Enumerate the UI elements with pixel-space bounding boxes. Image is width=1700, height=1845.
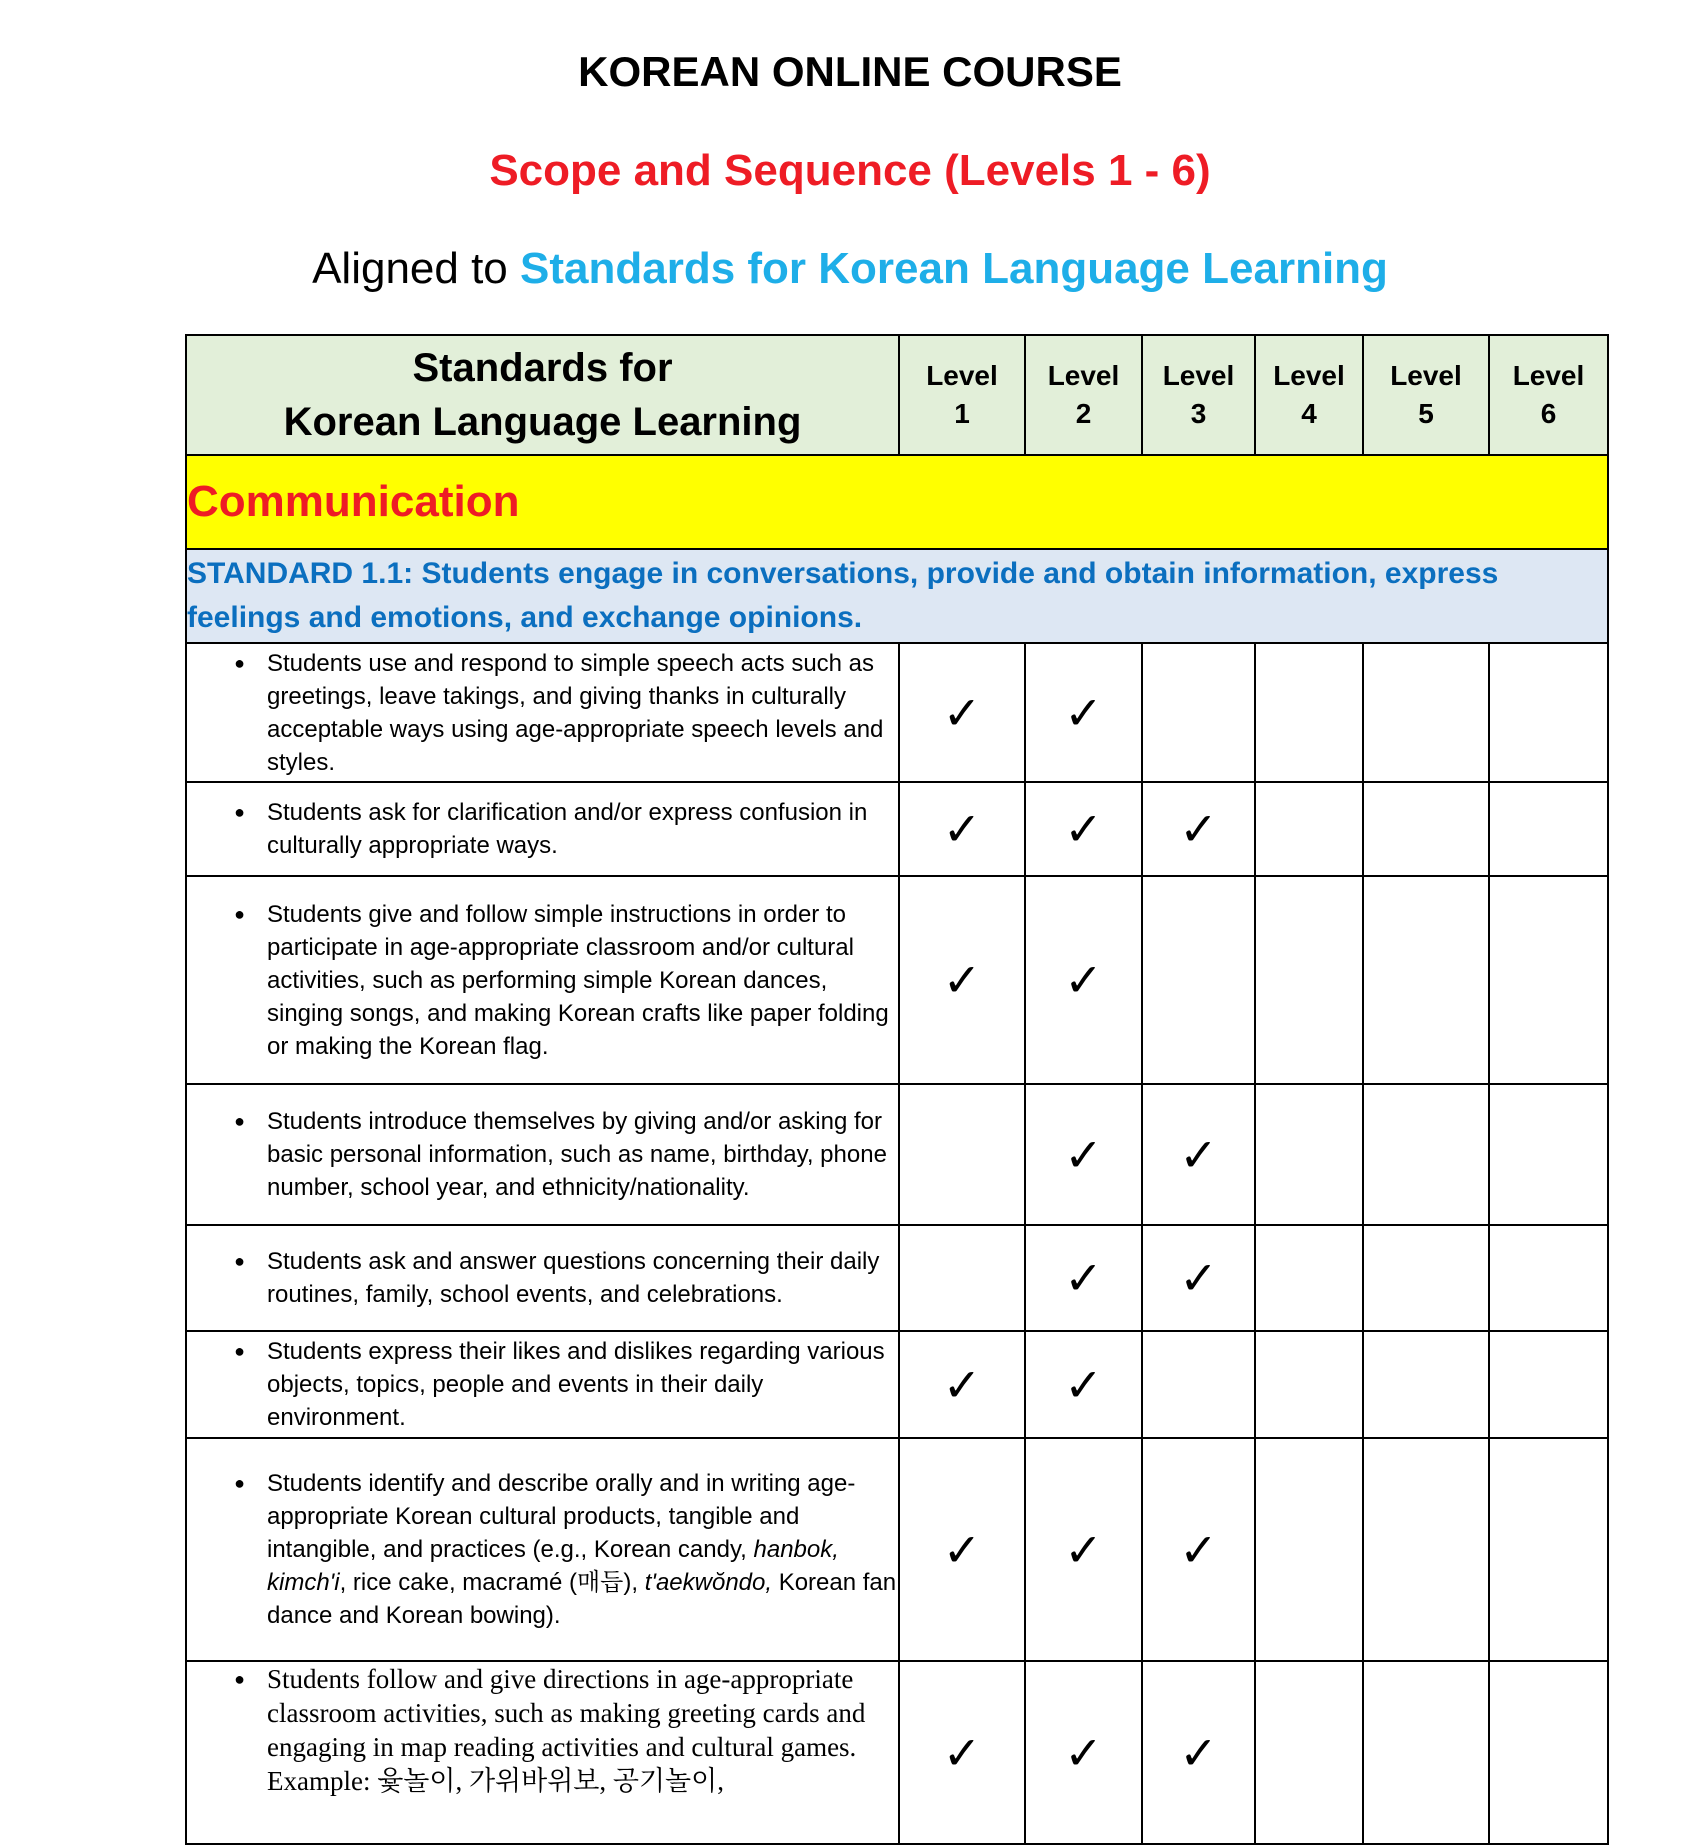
- level-2-cell: [1025, 643, 1142, 782]
- level-4-cell: [1255, 782, 1363, 876]
- document-subtitle: Scope and Sequence (Levels 1 - 6): [489, 146, 1211, 195]
- level-3-cell: [1142, 643, 1255, 782]
- level-6-cell: [1489, 1084, 1608, 1225]
- description-text-block: [267, 796, 898, 862]
- level-5-header: [1363, 335, 1489, 455]
- level-6-cell: [1489, 643, 1608, 782]
- checkmark-icon: ✓: [1064, 1251, 1103, 1305]
- level-2-cell: [1025, 876, 1142, 1084]
- level-5-cell: [1363, 1225, 1489, 1331]
- standard-description: [186, 782, 899, 876]
- description-content: [187, 1245, 898, 1311]
- level-6-cell: [1489, 1438, 1608, 1661]
- level-1-cell: [899, 1661, 1025, 1844]
- level-5-cell: [1363, 876, 1489, 1084]
- level-word: Level: [1273, 360, 1345, 391]
- checkmark-icon: ✓: [1064, 1522, 1103, 1577]
- level-2-cell: [1025, 1225, 1142, 1331]
- table-row: [186, 1438, 1608, 1661]
- standard-description: [186, 876, 899, 1084]
- description-text-block: [267, 647, 898, 779]
- level-3-cell: [1142, 1331, 1255, 1438]
- description-text: t'aekwŏndo,: [644, 1569, 773, 1596]
- description-text-block: [267, 898, 898, 1063]
- standard-description: [186, 1225, 899, 1331]
- table-row: [186, 782, 1608, 876]
- level-2-cell: [1025, 1331, 1142, 1438]
- bullet-icon: ●: [234, 1251, 245, 1271]
- bullet-icon: ●: [234, 652, 245, 673]
- level-number: 1: [954, 398, 970, 429]
- checkmark-icon: ✓: [942, 1357, 982, 1412]
- table-row: [186, 1331, 1608, 1438]
- level-2-cell: [1025, 782, 1142, 876]
- aligned-standards-link: Standards for Korean Language Learning: [520, 244, 1388, 293]
- aligned-prefix: Aligned to: [312, 244, 508, 293]
- checkmark-icon: ✓: [1179, 1725, 1218, 1780]
- document-title: KOREAN ONLINE COURSE: [578, 48, 1122, 95]
- standards-header-line2: Korean Language Learning: [283, 400, 802, 444]
- description-text: Students give and follow simple instructions in order to participate in age-appropriate classroom and/or cultural activities, such as performing simple Korean dances, singing songs, and making Korean crafts like paper folding or making the Korean flag.: [267, 900, 889, 1060]
- title-block: [0, 0, 1700, 298]
- level-4-header: [1255, 335, 1363, 455]
- section-communication: Communication: [186, 455, 1608, 549]
- description-text-block: [267, 1245, 898, 1311]
- checkmark-icon: ✓: [1064, 685, 1103, 740]
- checkmark-icon: ✓: [1179, 1522, 1218, 1577]
- description-text: Students follow and give directions in age-appropriate classroom activities, such as making greeting cards and engaging in map reading activities and cultural games. Example: 윷놀이, 가위바위보, 공기놀이,: [267, 1664, 866, 1796]
- level-4-cell: [1255, 876, 1363, 1084]
- standard-row: [186, 549, 1608, 643]
- standard-1-1: STANDARD 1.1: Students engage in conversations, provide and obtain information, express feelings and emotions, and exchange opinions.: [186, 549, 1608, 643]
- level-5-cell: [1363, 1331, 1489, 1438]
- standard-description: [186, 1438, 899, 1661]
- description-text: Students ask and answer questions concerning their daily routines, family, school events, and celebrations.: [267, 1248, 880, 1308]
- level-3-header: [1142, 335, 1255, 455]
- level-3-cell: [1142, 1225, 1255, 1331]
- level-1-cell: [899, 1084, 1025, 1225]
- level-4-cell: [1255, 1438, 1363, 1661]
- level-2-cell: [1025, 1661, 1142, 1844]
- description-content: [187, 898, 898, 1063]
- bullet-icon: ●: [234, 1111, 245, 1131]
- description-text-block: [267, 1335, 898, 1434]
- level-4-cell: [1255, 1084, 1363, 1225]
- level-1-cell: [899, 1438, 1025, 1661]
- level-5-cell: [1363, 1438, 1489, 1661]
- level-number: 2: [1075, 398, 1092, 429]
- description-text: Students express their likes and dislikes regarding various objects, topics, people and events in their daily environment.: [267, 1338, 885, 1431]
- level-3-cell: [1142, 1438, 1255, 1661]
- level-4-cell: [1255, 1661, 1363, 1844]
- level-number: 4: [1301, 398, 1317, 429]
- level-4-cell: [1255, 1331, 1363, 1438]
- checkmark-icon: ✓: [942, 1522, 982, 1577]
- level-1-header: [899, 335, 1025, 455]
- level-word: Level: [1047, 360, 1120, 391]
- scope-sequence-table: [185, 334, 1609, 1845]
- level-1-cell: [899, 782, 1025, 876]
- checkmark-icon: ✓: [942, 802, 982, 856]
- bullet-icon: ●: [234, 1473, 245, 1493]
- level-6-cell: [1489, 1661, 1608, 1844]
- checkmark-icon: ✓: [1064, 1725, 1103, 1780]
- description-text-block: [267, 1105, 898, 1204]
- level-6-cell: [1489, 1225, 1608, 1331]
- description-text-block: [267, 1662, 898, 1798]
- level-word: Level: [1162, 360, 1235, 391]
- level-1-cell: [899, 643, 1025, 782]
- standard-description: [186, 1661, 899, 1844]
- standards-header-line1: Standards for: [412, 346, 673, 390]
- level-6-cell: [1489, 1331, 1608, 1438]
- standard-description: [186, 1331, 899, 1438]
- level-4-cell: [1255, 643, 1363, 782]
- checkmark-icon: ✓: [1064, 802, 1103, 856]
- description-text: Students identify and describe orally and in writing age-appropriate Korean cultural products, tangible and intangible, and practices (e.g., Korean candy,: [267, 1470, 856, 1563]
- standard-description: [186, 643, 899, 782]
- table-row: [186, 1084, 1608, 1225]
- bullet-icon: ●: [234, 1341, 245, 1361]
- level-1-cell: [899, 1225, 1025, 1331]
- level-word: Level: [1512, 360, 1585, 391]
- description-text-block: [267, 1467, 898, 1632]
- alignment-line: [0, 240, 1700, 298]
- description-text: Korean fan dance and Korean bowing).: [267, 1569, 897, 1629]
- description-content: [187, 1105, 898, 1204]
- level-4-cell: [1255, 1225, 1363, 1331]
- level-3-cell: [1142, 1084, 1255, 1225]
- checkmark-icon: ✓: [942, 685, 982, 740]
- level-1-cell: [899, 876, 1025, 1084]
- table-row: [186, 643, 1608, 782]
- level-2-cell: [1025, 1438, 1142, 1661]
- section-row: [186, 455, 1608, 549]
- level-3-cell: [1142, 876, 1255, 1084]
- level-6-cell: [1489, 876, 1608, 1084]
- checkmark-icon: ✓: [1064, 953, 1103, 1007]
- level-6-cell: [1489, 782, 1608, 876]
- bullet-icon: ●: [234, 802, 245, 822]
- description-content: [187, 796, 898, 862]
- description-content: [187, 1662, 898, 1798]
- checkmark-icon: ✓: [1179, 1127, 1218, 1182]
- level-5-cell: [1363, 1084, 1489, 1225]
- level-3-cell: [1142, 1661, 1255, 1844]
- level-2-cell: [1025, 1084, 1142, 1225]
- checkmark-icon: ✓: [1179, 802, 1218, 856]
- standard-description: [186, 1084, 899, 1225]
- description-content: [187, 647, 898, 779]
- level-number: 3: [1190, 398, 1207, 429]
- checkmark-icon: ✓: [942, 1725, 982, 1780]
- bullet-icon: ●: [234, 903, 245, 924]
- level-number: 6: [1540, 398, 1557, 429]
- level-word: Level: [1390, 360, 1462, 391]
- checkmark-icon: ✓: [942, 953, 982, 1007]
- checkmark-icon: ✓: [1064, 1357, 1103, 1412]
- standards-column-header: [186, 335, 899, 455]
- description-text: Students use and respond to simple speech acts such as greetings, leave takings, and giving thanks in culturally acceptable ways using age-appropriate speech levels and styles.: [267, 649, 884, 776]
- level-word: Level: [926, 360, 998, 391]
- level-1-cell: [899, 1331, 1025, 1438]
- level-5-cell: [1363, 782, 1489, 876]
- checkmark-icon: ✓: [1064, 1127, 1103, 1182]
- description-text: Students introduce themselves by giving and/or asking for basic personal information, such as name, birthday, phone number, school year, and ethnicity/nationality.: [267, 1108, 887, 1201]
- level-2-header: [1025, 335, 1142, 455]
- description-text: Students ask for clarification and/or express confusion in culturally appropriate ways.: [267, 799, 868, 859]
- level-5-cell: [1363, 1661, 1489, 1844]
- table-header-row: [186, 335, 1608, 455]
- table-row: [186, 1225, 1608, 1331]
- bullet-icon: ●: [234, 1669, 245, 1689]
- level-3-cell: [1142, 782, 1255, 876]
- level-number: 5: [1418, 398, 1434, 429]
- description-text: , rice cake, macramé (매듭),: [339, 1569, 645, 1596]
- description-content: [187, 1467, 898, 1632]
- checkmark-icon: ✓: [1179, 1251, 1218, 1305]
- level-6-header: [1489, 335, 1608, 455]
- table-row: [186, 876, 1608, 1084]
- level-5-cell: [1363, 643, 1489, 782]
- description-content: [187, 1335, 898, 1434]
- description-text: hanbok, kimch'i: [267, 1536, 839, 1596]
- table-row: [186, 1661, 1608, 1844]
